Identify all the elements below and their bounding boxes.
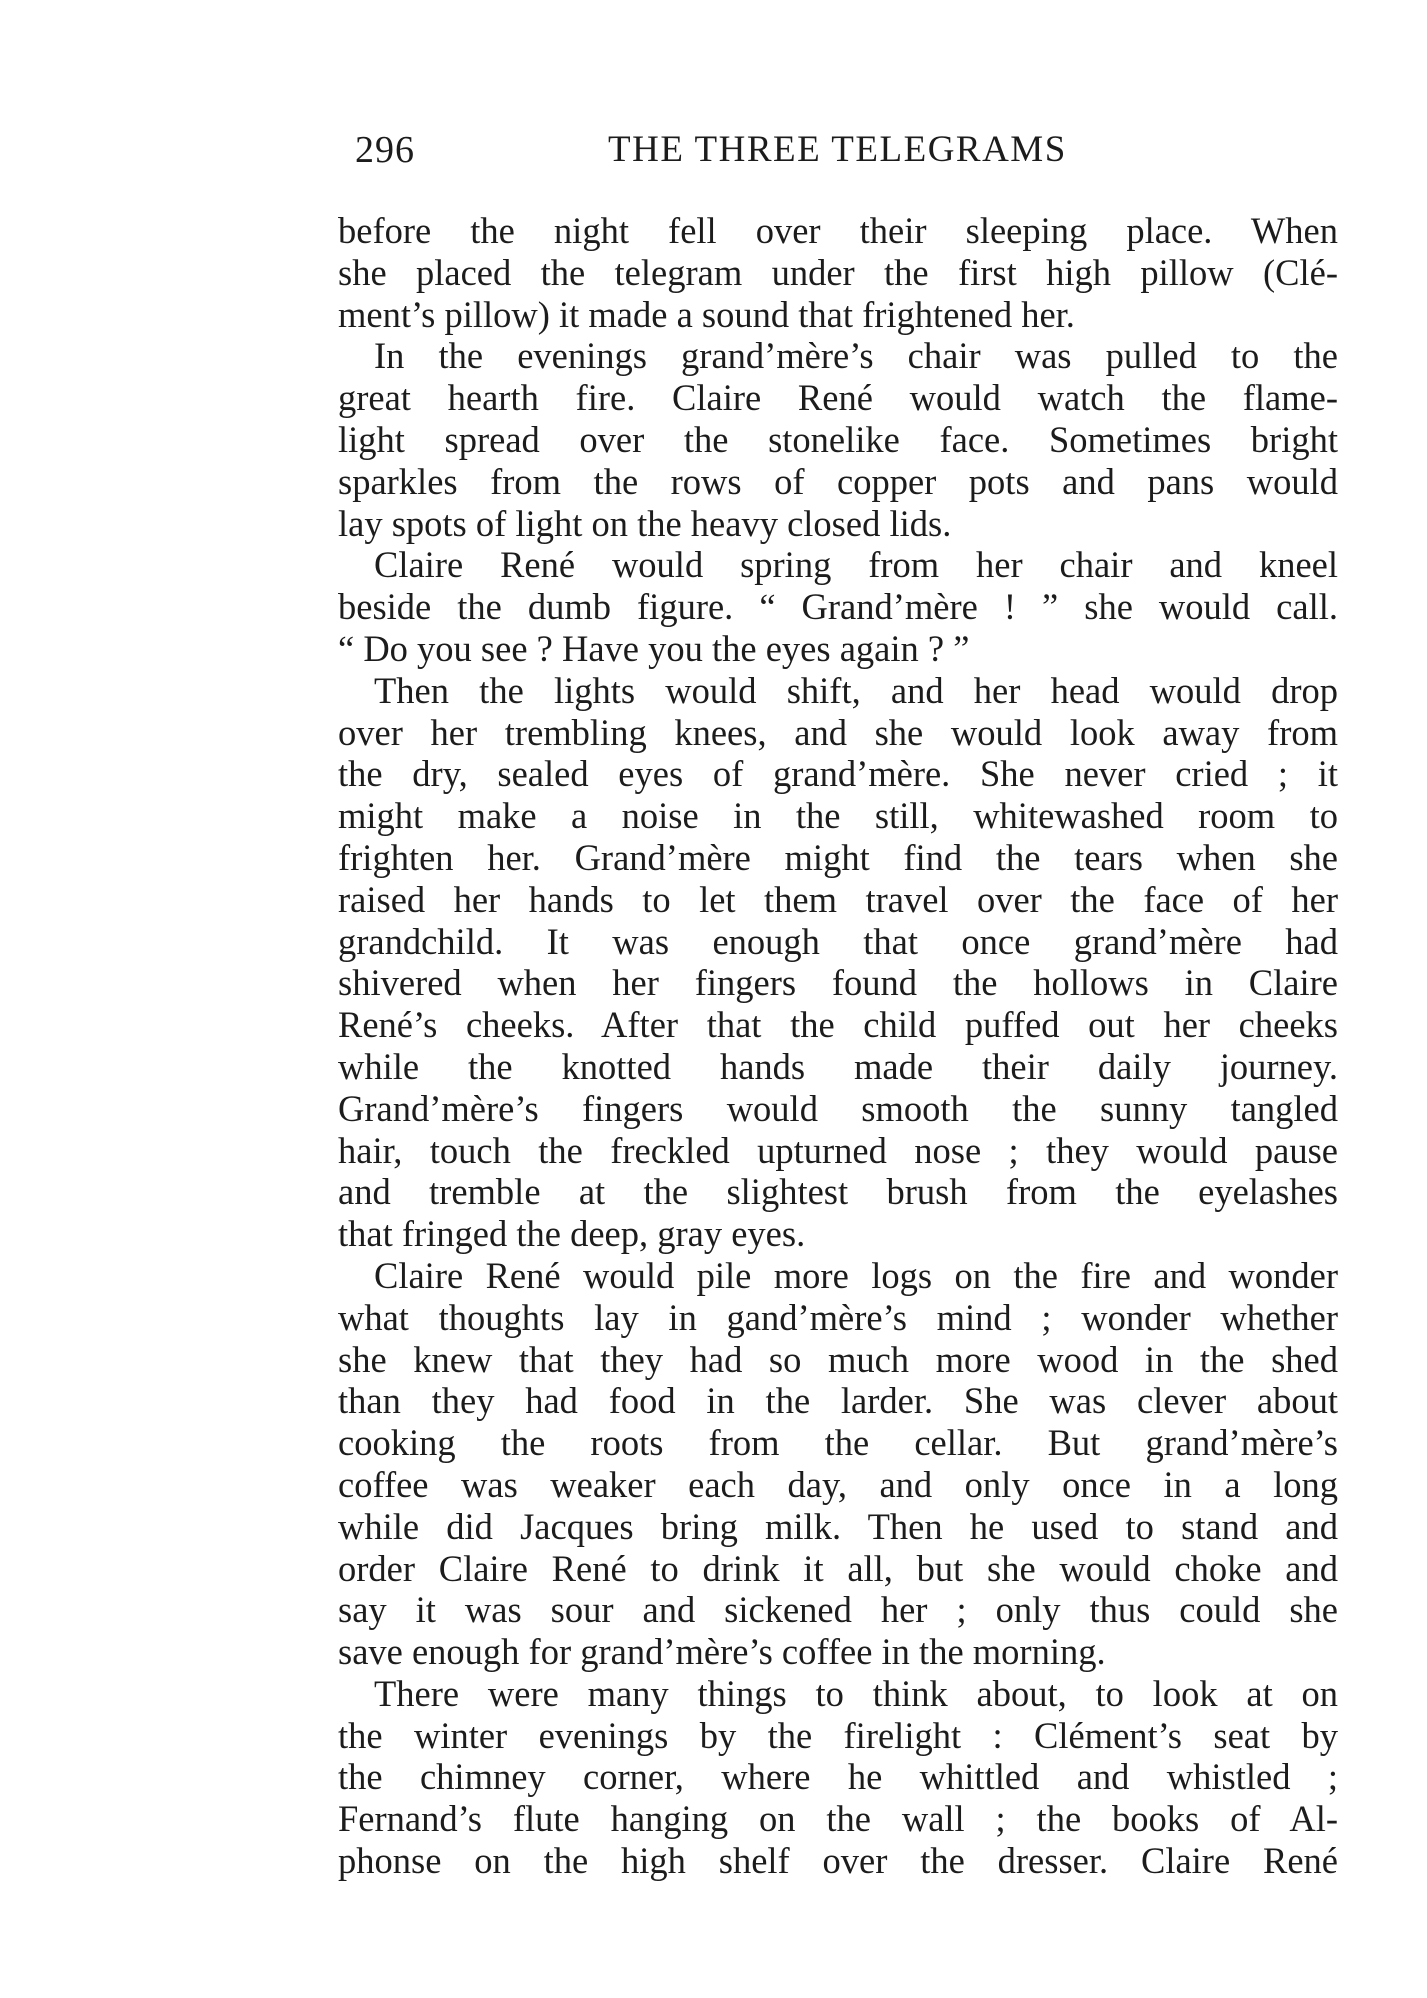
text-line: the chimney corner, where he whittled and whistled ;: [338, 1756, 1338, 1798]
text-line: sparkles from the rows of copper pots and pans would: [338, 460, 1338, 502]
text-line: Fernand’s flute hanging on the wall ; the books of Al-: [338, 1798, 1338, 1840]
text-line: might make a noise in the still, whitewashed room to: [338, 795, 1338, 837]
text-line: shivered when her fingers found the hollows in Claire: [338, 962, 1338, 1004]
text-line: that fringed the deep, gray eyes.: [338, 1213, 806, 1255]
text-line: raised her hands to let them travel over the face of her: [338, 878, 1338, 920]
text-line: beside the dumb figure. “ Grand’mère ! ” she would call.: [338, 586, 1338, 628]
running-head: [355, 128, 1155, 178]
text-line: over her trembling knees, and she would look away from: [338, 711, 1338, 753]
text-line: hair, touch the freckled upturned nose ; they would pause: [338, 1129, 1338, 1171]
text-line: grandchild. It was enough that once grand’mère had: [338, 920, 1338, 962]
text-line: light spread over the stonelike face. Sometimes bright: [338, 418, 1338, 460]
text-line: lay spots of light on the heavy closed lids.: [338, 502, 952, 544]
text-line: great hearth fire. Claire René would watch the flame-: [338, 377, 1338, 419]
text-line: what thoughts lay in gand’mère’s mind ; wonder whether: [338, 1296, 1338, 1338]
text-line: and tremble at the slightest brush from the eyelashes: [338, 1171, 1338, 1213]
text-line: while the knotted hands made their daily journey.: [338, 1045, 1338, 1087]
text-line: she placed the telegram under the first high pillow (Clé-: [338, 251, 1338, 293]
running-title: THE THREE TELEGRAMS: [608, 129, 1067, 170]
text-line: ment’s pillow) it made a sound that frightened her.: [338, 293, 1075, 335]
text-line: say it was sour and sickened her ; only thus could she: [338, 1589, 1338, 1631]
text-line: Claire René would spring from her chair and kneel: [374, 544, 1338, 586]
text-line: the winter evenings by the firelight : Clément’s seat by: [338, 1714, 1338, 1756]
text-line: the dry, sealed eyes of grand’mère. She never cried ; it: [338, 753, 1338, 795]
text-line: save enough for grand’mère’s coffee in the morning.: [338, 1631, 1106, 1673]
text-line: “ Do you see ? Have you the eyes again ? ”: [338, 627, 970, 669]
text-line: Then the lights would shift, and her head would drop: [374, 669, 1338, 711]
text-line: René’s cheeks. After that the child puffed out her cheeks: [338, 1004, 1338, 1046]
text-line: order Claire René to drink it all, but she would choke and: [338, 1547, 1338, 1589]
text-line: cooking the roots from the cellar. But grand’mère’s: [338, 1422, 1338, 1464]
text-line: In the evenings grand’mère’s chair was pulled to the: [374, 335, 1338, 377]
body-text: [338, 210, 1338, 1882]
paragraph: [338, 335, 1338, 544]
text-line: she knew that they had so much more wood in the shed: [338, 1338, 1338, 1380]
paragraph: [338, 670, 1338, 1255]
text-line: before the night fell over their sleeping place. When: [338, 210, 1338, 251]
text-line: phonse on the high shelf over the dresser. Claire René: [338, 1840, 1338, 1882]
paragraph: [338, 1673, 1338, 1882]
text-line: frighten her. Grand’mère might find the tears when she: [338, 836, 1338, 878]
paragraph: [338, 1255, 1338, 1673]
paragraph: [338, 210, 1338, 335]
text-line: while did Jacques bring milk. Then he used to stand and: [338, 1505, 1338, 1547]
page-number: 296: [355, 129, 415, 171]
text-line: than they had food in the larder. She was clever about: [338, 1380, 1338, 1422]
paragraph: [338, 544, 1338, 669]
text-line: Claire René would pile more logs on the fire and wonder: [374, 1254, 1338, 1296]
text-line: There were many things to think about, to look at on: [374, 1672, 1338, 1714]
text-line: coffee was weaker each day, and only once in a long: [338, 1463, 1338, 1505]
text-line: Grand’mère’s fingers would smooth the sunny tangled: [338, 1087, 1338, 1129]
